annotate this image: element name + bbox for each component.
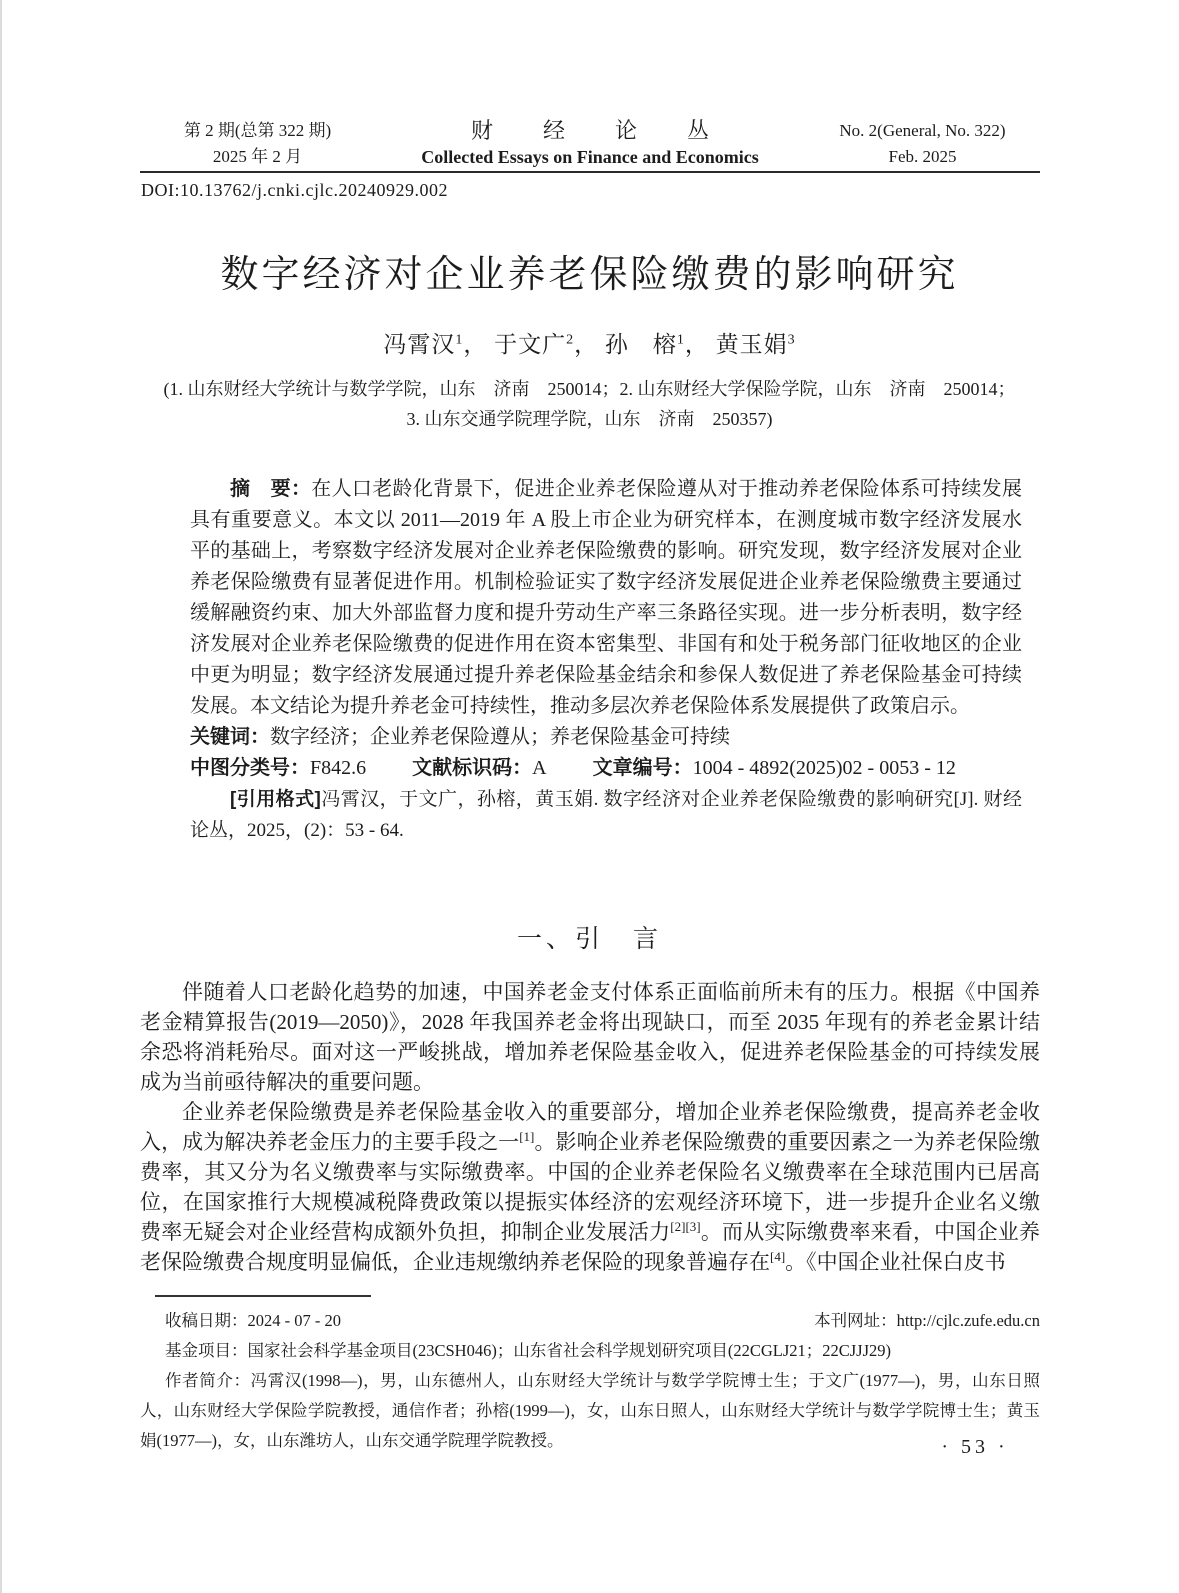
received-date-label: 收稿日期：: [165, 1311, 248, 1330]
affiliations: [0, 374, 1179, 434]
received-date-value: 2024 - 07 - 20: [247, 1311, 341, 1330]
author-affil-sup: 1: [455, 332, 464, 348]
journal-issue-en: No. 2(General, No. 322): [839, 121, 1006, 140]
section-heading-introduction: 一、引 言: [516, 926, 662, 953]
paragraph: [140, 1097, 1040, 1277]
footnotes: [140, 1306, 1040, 1456]
article-id-label: 文章编号：: [592, 757, 693, 779]
author-separator: ，: [574, 332, 599, 357]
clc-label: 中图分类号：: [190, 757, 310, 779]
author-separator: ，: [684, 332, 709, 357]
classification-line: [190, 753, 1022, 784]
front-matter: [190, 474, 1022, 846]
citation-label: [引用格式]: [230, 789, 321, 810]
author-bio-value: 冯霄汉(1998—)，男，山东德州人，山东财经大学统计与数学学院博士生；于文广(1977—)，男，山东日照人，山东财经大学保险学院教授，通信作者；孙榕(1999—)，女，山东日照人，山东财经大学统计与数学学院博士生；黄玉娟(1977—)，女，山东潍坊人，山东交通学院理学院教授。: [140, 1371, 1041, 1450]
reference-marker: [4]: [770, 1249, 786, 1264]
doi-line: DOI:10.13762/j.cnki.cjlc.20240929.002: [141, 180, 448, 200]
footnote-row-received: [140, 1306, 1040, 1336]
article-id-value: 1004 - 4892(2025)02 - 0053 - 12: [692, 757, 956, 779]
author-affil-sup: 3: [787, 332, 796, 348]
author-name: 冯霄汉: [383, 332, 456, 357]
journal-issue-cn: 第 2 期(总第 322 期): [183, 121, 332, 140]
author-line: [0, 326, 1179, 359]
affiliation-line: 3. 山东交通学院理学院，山东 济南 250357): [406, 409, 773, 429]
journal-name-cn: 财 经 论 丛: [470, 118, 723, 143]
journal-date-cn: 2025 年 2 月: [212, 147, 303, 166]
doc-code-value: A: [532, 757, 547, 779]
paragraph: 伴随着人口老龄化趋势的加速，中国养老金支付体系正面临前所未有的压力。根据《中国养老金精算报告(2019—2050)》，2028 年我国养老金将出现缺口，而至 2035 年现有的养老金累计结余恐将消耗殆尽。面对这一严峻挑战，增加养老保险基金收入，促进养老保险基金的可持续发展成为当前亟待解决的重要问题。: [140, 980, 1040, 1094]
received-date-line: [140, 1306, 341, 1336]
journal-website-label: 本刊网址：: [814, 1311, 897, 1330]
journal-name-block: [375, 118, 805, 170]
abstract-text: 在人口老龄化背景下，促进企业养老保险遵从对于推动养老保险体系可持续发展具有重要意义。本文以 2011—2019 年 A 股上市企业为研究样本，在测度城市数字经济发展水平的基础上，考察数字经济发展对企业养老保险缴费的影响。研究发现，数字经济发展对企业养老保险缴费有显著促进作用。机制检验证实了数字经济发展促进企业养老保险缴费主要通过缓解融资约束、加大外部监督力度和提升劳动生产率三条路径实现。进一步分析表明，数字经济发展对企业养老保险缴费的促进作用在资本密集型、非国有和处于税务部门征收地区的企业中更为明显；数字经济发展通过提升养老保险基金结余和参保人数促进了养老保险基金可持续发展。本文结论为提升养老金可持续性，推动多层次养老保险体系发展提供了政策启示。: [190, 478, 1023, 717]
journal-website-line: [814, 1306, 1040, 1336]
funding-line: [140, 1336, 1040, 1366]
paragraph-text: 企业养老保险缴费是养老保险基金收入的重要部分，增加企业养老保险缴费，提高养老金收入，成为解决养老金压力的主要手段之一: [140, 1100, 1040, 1154]
reference-marker: [2][3]: [670, 1219, 701, 1234]
abstract-paragraph: [190, 474, 1022, 722]
author-name: 于文广: [494, 332, 567, 357]
keywords-text: 数字经济；企业养老保险遵从；养老保险基金可持续: [270, 726, 730, 748]
header-divider-rule: [140, 171, 1040, 173]
paragraph-text: 。而从实际缴费率来看，中国企业养老保险缴费合规度明显偏低，企业违规缴纳养老保险的现象普遍存在: [140, 1220, 1041, 1274]
paragraph-text: 。影响企业养老保险缴费的重要因素之一为养老保险缴费率，其又分为名义缴费率与实际缴费率。中国的企业养老保险名义缴费率在全球范围内已居高位，在国家推行大规模减税降费政策以提振实体经济的宏观经济环境下，进一步提升企业名义缴费率无疑会对企业经营构成额外负担，抑制企业发展活力: [140, 1130, 1041, 1244]
author-bio-label: 作者简介：: [165, 1371, 251, 1390]
journal-issue-en-block: [805, 118, 1040, 170]
page-number: · 53 ·: [941, 1436, 1009, 1458]
funding-label: 基金项目：: [165, 1341, 248, 1360]
journal-date-en: Feb. 2025: [888, 147, 957, 166]
abstract-label: 摘 要：: [230, 478, 312, 500]
keywords-label: 关键词：: [190, 726, 270, 748]
citation-text: 冯霄汉，于文广，孙榕，黄玉娟. 数字经济对企业养老保险缴费的影响研究[J]. 财经论丛，2025，(2)：53 - 64.: [190, 789, 1022, 841]
keywords-line: [190, 722, 1022, 753]
doc-code-label: 文献标识码：: [412, 757, 533, 779]
affiliation-line: (1. 山东财经大学统计与数学学院，山东 济南 250014；2. 山东财经大学保险学院，山东 济南 250014；: [163, 379, 1016, 399]
journal-name-en: Collected Essays on Finance and Economics: [421, 147, 759, 167]
author-name: 黄玉娟: [715, 332, 788, 357]
clc-value: F842.6: [310, 757, 367, 779]
author-separator: ，: [463, 332, 488, 357]
citation-line: [190, 784, 1022, 846]
scan-edge-artifact: [0, 0, 2, 1593]
funding-value: 国家社会科学基金项目(23CSH046)；山东省社会科学规划研究项目(22CGLJ21；22CJJJ29): [247, 1341, 892, 1360]
author-affil-sup: 1: [676, 332, 685, 348]
article-title: 数字经济对企业养老保险缴费的影响研究: [220, 254, 959, 296]
author-bio-paragraph: [140, 1366, 1040, 1456]
paragraph-text: 。《中国企业社保白皮书: [785, 1250, 1006, 1274]
journal-header: [140, 118, 1040, 170]
footnote-divider-rule: [155, 1295, 371, 1297]
author-affil-sup: 2: [566, 332, 575, 348]
journal-website-url: http://cjlc.zufe.edu.cn: [896, 1311, 1040, 1330]
author-name: 孙 榕: [604, 332, 677, 357]
journal-issue-cn-block: [140, 118, 375, 170]
reference-marker: [1]: [519, 1129, 535, 1144]
body-text: [140, 977, 1040, 1277]
